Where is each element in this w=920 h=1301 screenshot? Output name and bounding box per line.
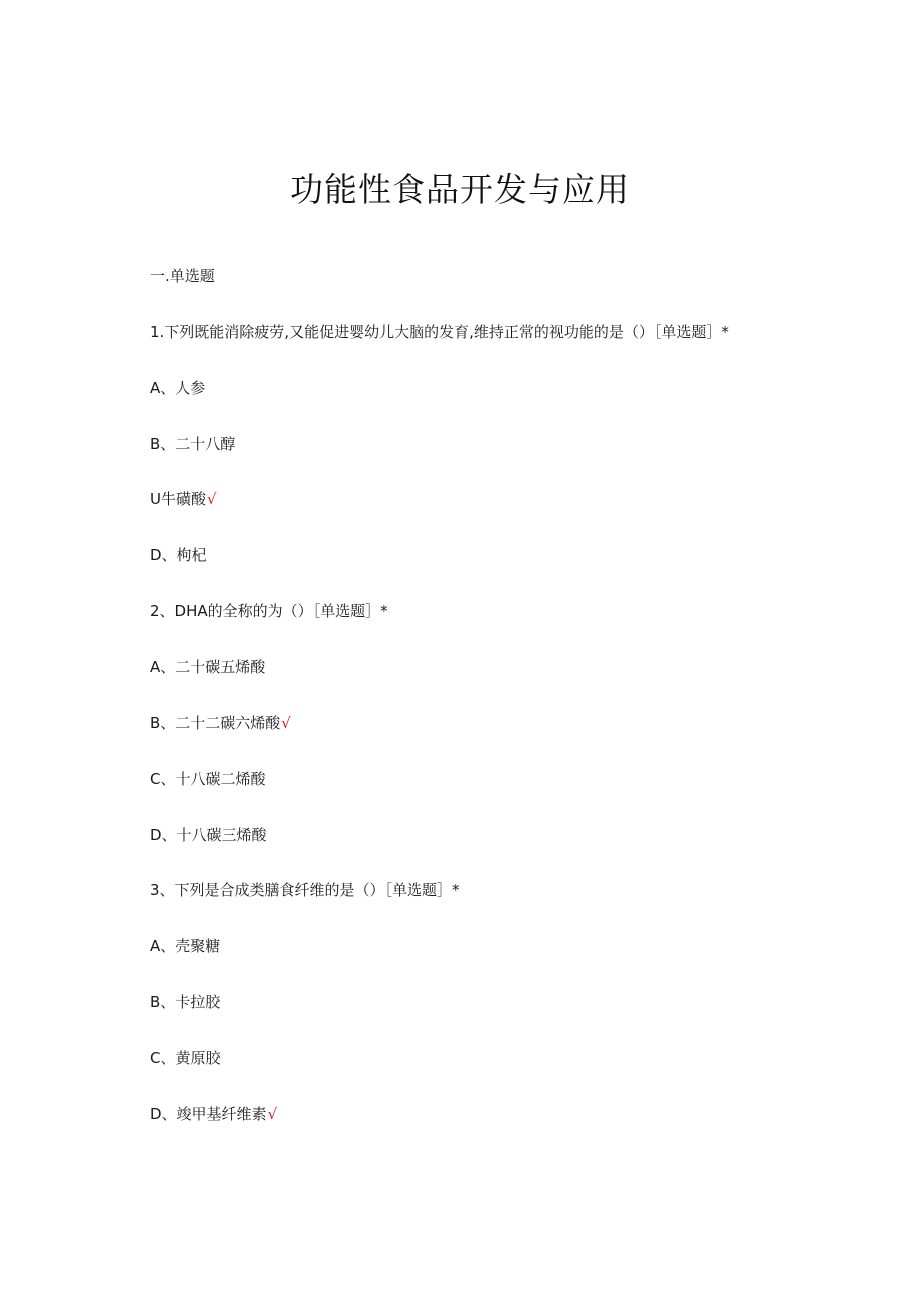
document-title: 功能性食品开发与应用 — [290, 170, 630, 209]
option-text: B、二十二碳六烯酸 — [150, 714, 281, 732]
correct-check-icon: √ — [281, 714, 291, 732]
section-heading: 一.单选题 — [150, 267, 215, 285]
option-text: B、二十八醇 — [150, 435, 236, 453]
question-1-option-b — [150, 433, 235, 455]
option-text: D、竣甲基纤维素 — [150, 1105, 267, 1123]
option-text: B、卡拉胶 — [150, 993, 221, 1011]
option-text: A、壳聚糖 — [150, 937, 221, 955]
question-3-option-a — [150, 935, 220, 957]
option-text: A、二十碳五烯酸 — [150, 658, 266, 676]
option-text: C、十八碳二烯酸 — [150, 770, 266, 788]
question-2-stem: 2、DHA的全称的为（）［单选题］* — [150, 602, 388, 620]
correct-check-icon: √ — [267, 1105, 278, 1123]
question-1-option-c — [150, 488, 217, 510]
option-text: C、黄原胶 — [150, 1049, 221, 1067]
option-text: A、人参 — [150, 379, 206, 397]
question-1-option-a — [150, 377, 205, 399]
question-2-option-d — [150, 824, 267, 846]
option-text: D、枸杞 — [150, 546, 207, 564]
question-2-option-c — [150, 768, 265, 790]
question-2-option-b — [150, 712, 291, 734]
option-text: U牛磺酸 — [150, 490, 206, 508]
question-3-option-d — [150, 1103, 277, 1125]
question-1-option-d — [150, 544, 207, 566]
question-3-option-b — [150, 991, 220, 1013]
question-3-option-c — [150, 1047, 220, 1069]
question-3-stem: 3、下列是合成类膳食纤维的是（）［单选题］* — [150, 881, 460, 899]
question-1-stem: 1.下列既能消除疲劳,又能促进婴幼儿大脑的发育,维持正常的视功能的是（）［单选题］* — [150, 323, 729, 341]
question-2-option-a — [150, 656, 265, 678]
option-text: D、十八碳三烯酸 — [150, 826, 267, 844]
correct-check-icon: √ — [206, 490, 217, 508]
